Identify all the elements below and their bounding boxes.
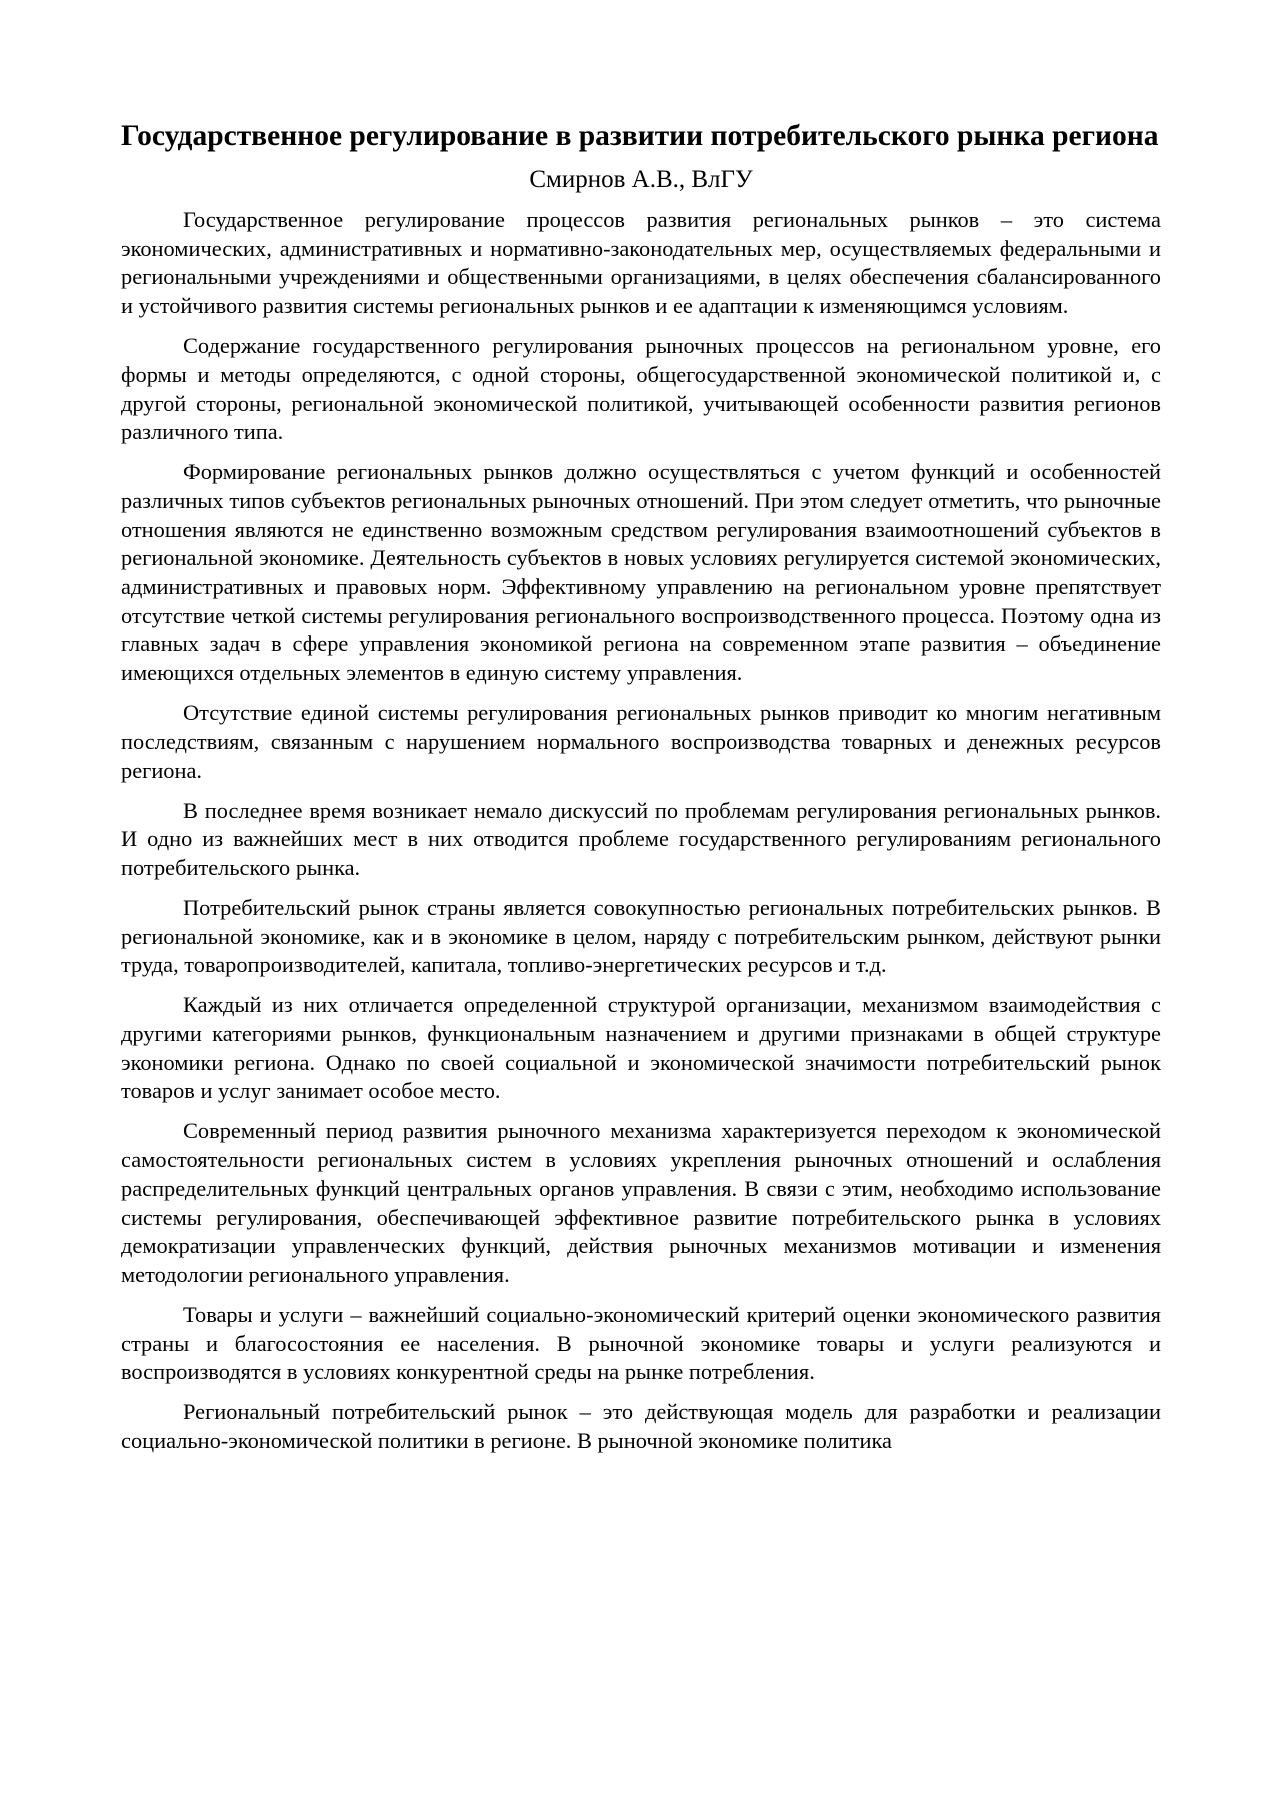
paragraph: Потребительский рынок страны является совокупностью региональных потребительских рынков. В региональной экономике, как и в экономике в целом, наряду с потребительским рынком, действуют рынки труда, товаропроизводителей, капитала, топливо-энергетических ресурсов и т.д.: [121, 894, 1161, 978]
paragraph: Содержание государственного регулирования рыночных процессов на региональном уровне, его формы и методы определяются, с одной стороны, общегосударственной экономической политикой и, с другой стороны, региональной экономической политикой, учитывающей особенности развития регионов различного типа.: [121, 333, 1161, 445]
paragraph: Формирование региональных рынков должно осуществляться с учетом функций и особенностей различных типов субъектов региональных рыночных отношений. При этом следует отметить, что рыночные отношения являются не единственно возможным средством регулирования взаимоотношений субъектов в региональной экономике. Деятельность субъектов в новых условиях регулируется системой экономических, административных и правовых норм. Эффективному управлению на региональном уровне препятствует отсутствие четкой системы регулирования регионального воспроизводственного процесса. Поэтому одна из главных задач в сфере управления экономикой региона на современном этапе развития – объединение имеющихся отдельных элементов в единую систему управления.: [121, 459, 1161, 686]
paragraph: Каждый из них отличается определенной структурой организации, механизмом взаимодействия с другими категориями рынков, функциональным назначением и другими признаками в общей структуре экономики региона. Однако по своей социальной и экономической значимости потребительский рынок товаров и услуг занимает особое место.: [121, 992, 1161, 1104]
paragraph: Региональный потребительский рынок – это действующая модель для разработки и реализации социально-экономической политики в регионе. В рыночной экономике политика: [121, 1399, 1161, 1454]
paragraph: Товары и услуги – важнейший социально-экономический критерий оценки экономического развития страны и благосостояния ее населения. В рыночной экономике товары и услуги реализуются и воспроизводятся в условиях конкурентной среды на рынке потребления.: [121, 1301, 1161, 1385]
paragraph: Современный период развития рыночного механизма характеризуется переходом к экономической самостоятельности региональных систем в условиях укрепления рыночных отношений и ослабления распределительных функций центральных органов управления. В связи с этим, необходимо использование системы регулирования, обеспечивающей эффективное развитие потребительского рынка в условиях демократизации управленческих функций, действия рыночных механизмов мотивации и изменения методологии регионального управления.: [121, 1118, 1161, 1287]
paragraph: Государственное регулирование процессов развития региональных рынков – это система экономических, административных и нормативно-законодательных мер, осуществляемых федеральными и региональными учреждениями и общественными организациями, в целях обеспечения сбалансированного и устойчивого развития системы региональных рынков и ее адаптации к изменяющимся условиям.: [121, 207, 1161, 319]
document-title: Государственное регулирование в развитии потребительского рынка региона: [121, 120, 1159, 152]
paragraph: Отсутствие единой системы регулирования региональных рынков приводит ко многим негативным последствиям, связанным с нарушением нормального воспроизводства товарных и денежных ресурсов региона.: [121, 700, 1161, 783]
author-line: Смирнов А.В., ВлГУ: [529, 166, 753, 193]
paragraph: В последнее время возникает немало дискуссий по проблемам регулирования региональных рынков. И одно из важнейших мест в них отводится проблеме государственного регулированиям регионального потребительского рынка.: [121, 797, 1161, 880]
document-page: [121, 118, 1161, 1467]
